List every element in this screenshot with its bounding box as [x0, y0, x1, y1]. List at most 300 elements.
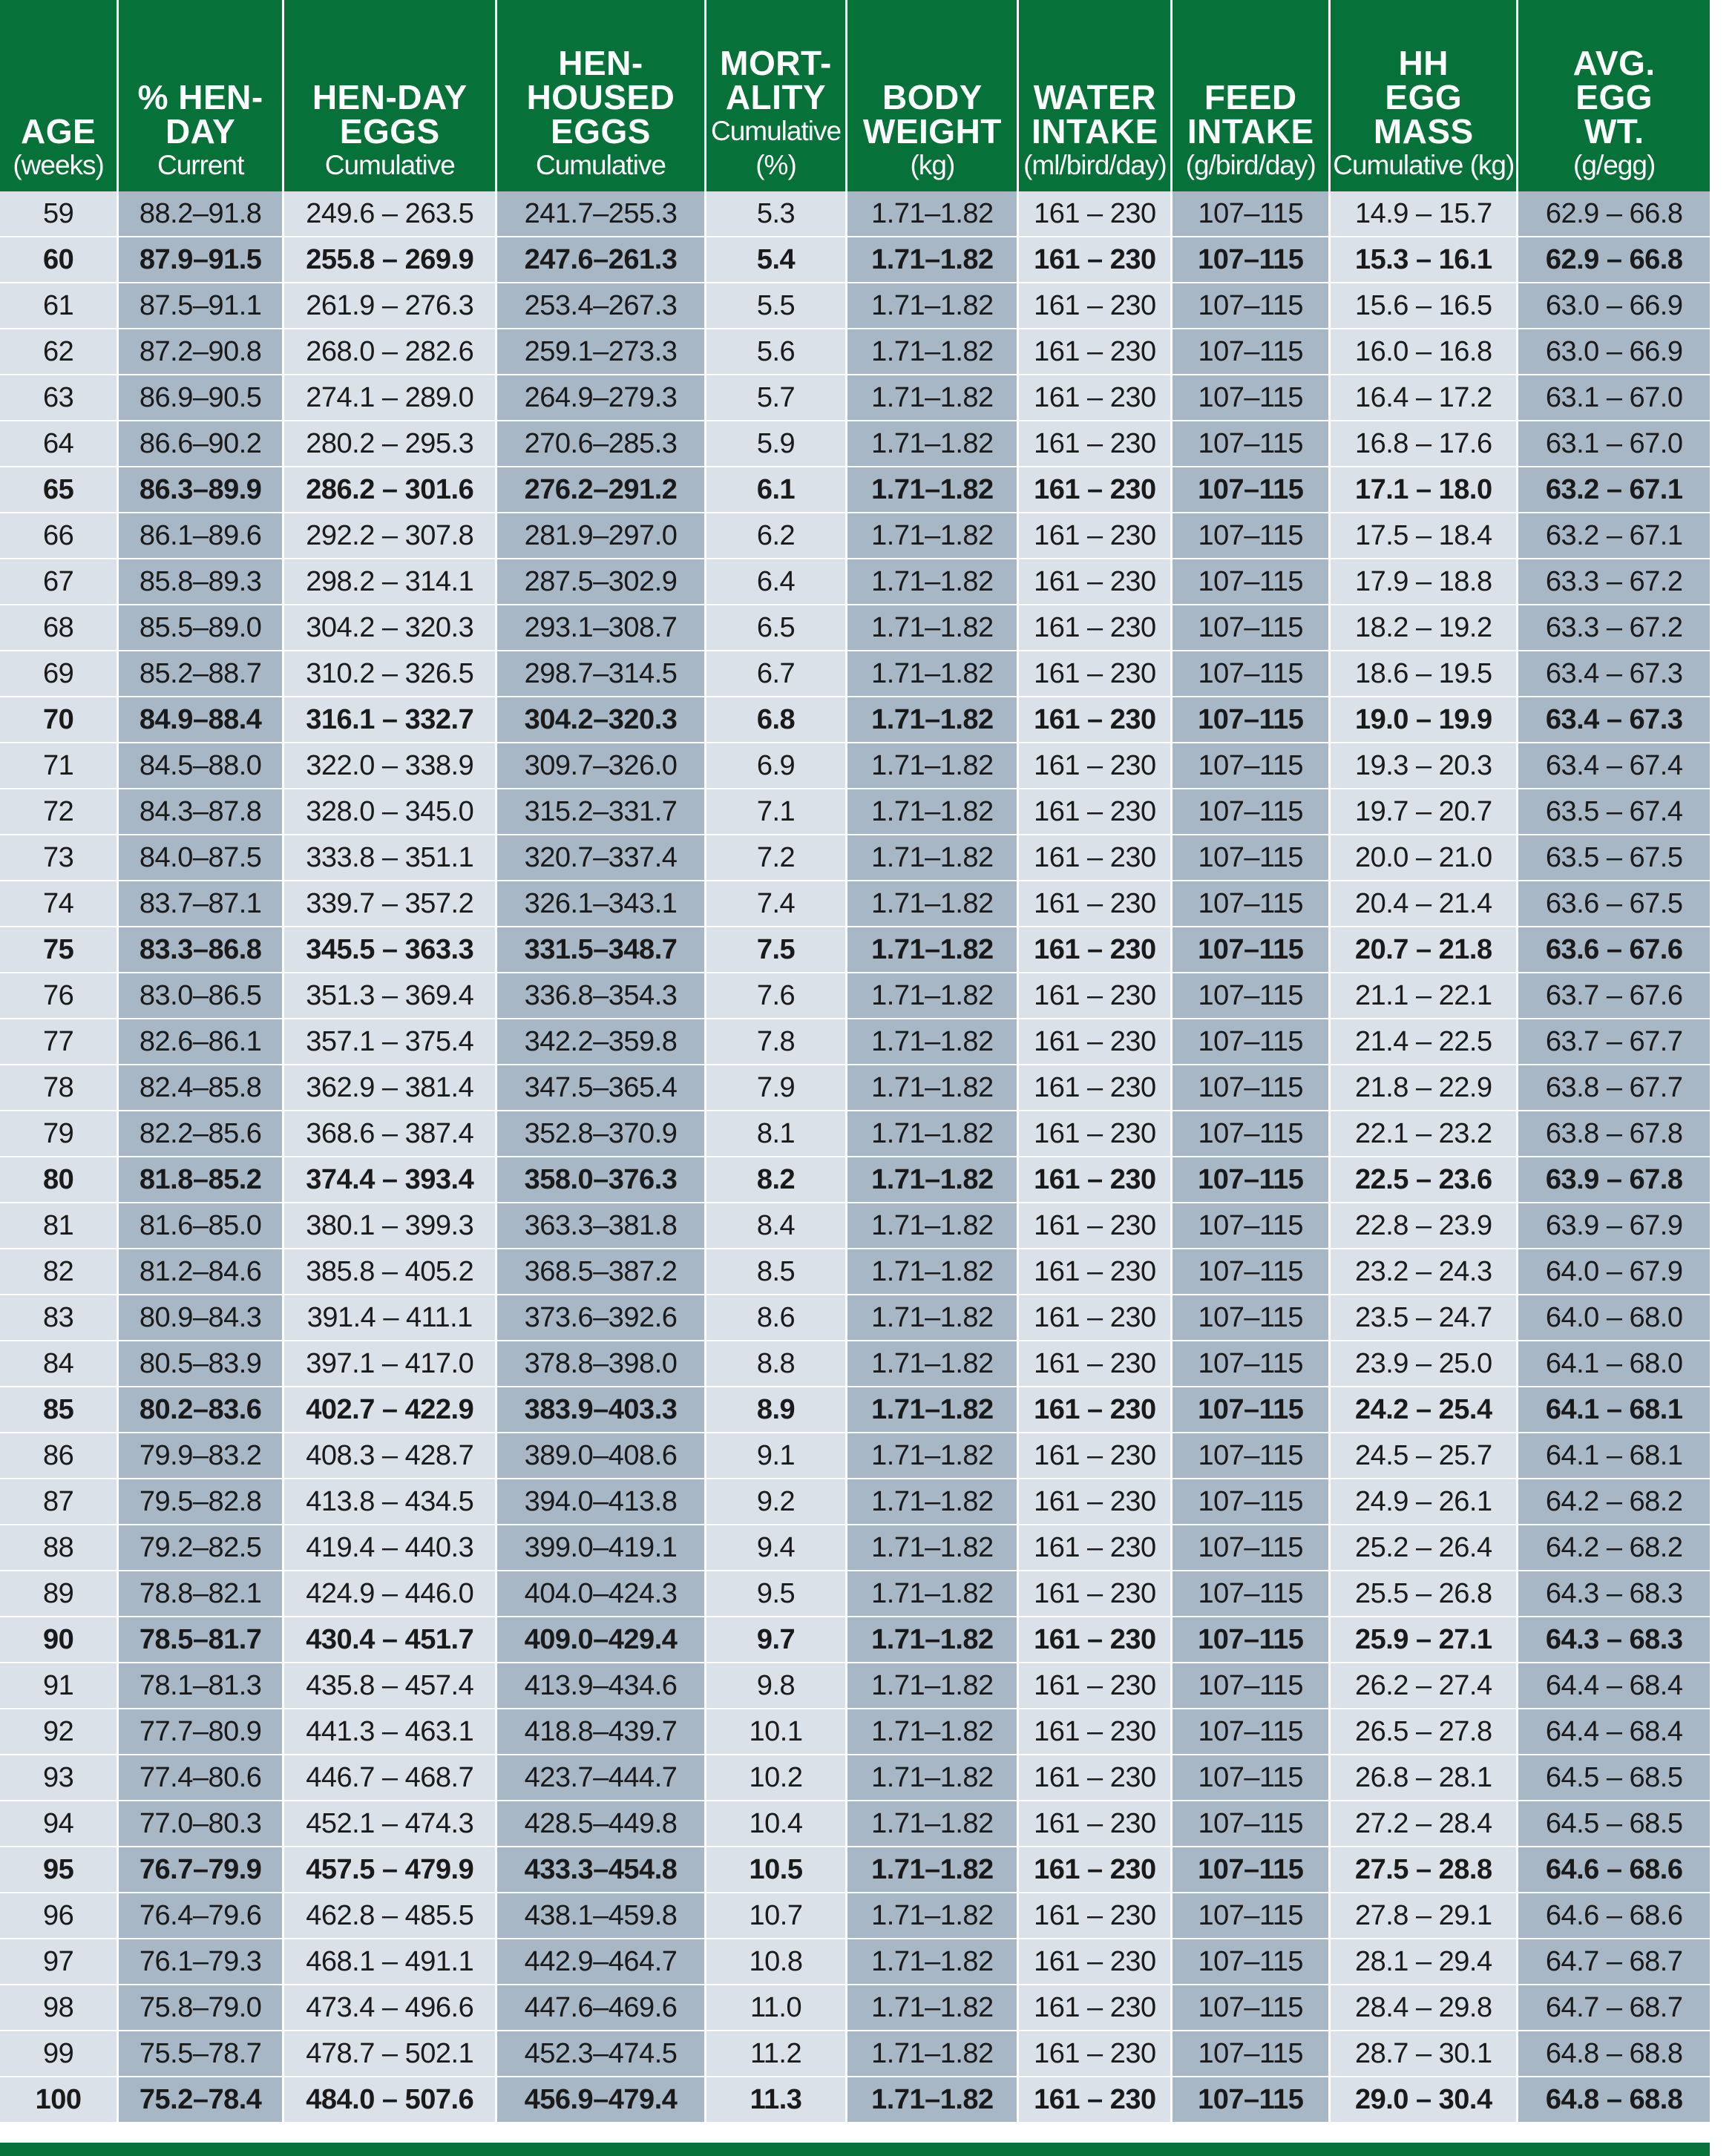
cell-hen-housed-eggs: 378.8–398.0 [496, 1341, 705, 1387]
cell-hen-day-eggs: 419.4 – 440.3 [283, 1525, 496, 1571]
cell-body-weight: 1.71–1.82 [847, 1847, 1018, 1893]
cell-pct-hen-day: 82.4–85.8 [118, 1065, 283, 1111]
cell-body-weight: 1.71–1.82 [847, 1571, 1018, 1617]
cell-hen-housed-eggs: 287.5–302.9 [496, 559, 705, 605]
cell-water-intake: 161 – 230 [1018, 1433, 1172, 1479]
cell-mortality: 8.4 [705, 1203, 847, 1249]
cell-hen-day-eggs: 316.1 – 332.7 [283, 697, 496, 743]
cell-feed-intake: 107–115 [1172, 1387, 1330, 1433]
cell-age: 72 [0, 789, 118, 835]
cell-water-intake: 161 – 230 [1018, 789, 1172, 835]
cell-feed-intake: 107–115 [1172, 1019, 1330, 1065]
header-title-line: EGG [1385, 78, 1463, 116]
cell-age: 73 [0, 835, 118, 881]
cell-age: 82 [0, 1249, 118, 1295]
cell-hen-day-eggs: 457.5 – 479.9 [283, 1847, 496, 1893]
cell-water-intake: 161 – 230 [1018, 697, 1172, 743]
cell-hen-housed-eggs: 320.7–337.4 [496, 835, 705, 881]
cell-age: 92 [0, 1709, 118, 1755]
cell-hen-day-eggs: 249.6 – 263.5 [283, 191, 496, 237]
cell-hh-egg-mass: 26.2 – 27.4 [1330, 1663, 1518, 1709]
cell-water-intake: 161 – 230 [1018, 237, 1172, 283]
cell-hh-egg-mass: 24.9 – 26.1 [1330, 1479, 1518, 1525]
cell-hen-housed-eggs: 373.6–392.6 [496, 1295, 705, 1341]
cell-avg-egg-weight: 63.7 – 67.7 [1518, 1019, 1710, 1065]
cell-avg-egg-weight: 63.2 – 67.1 [1518, 467, 1710, 513]
cell-hh-egg-mass: 16.0 – 16.8 [1330, 329, 1518, 375]
cell-pct-hen-day: 87.2–90.8 [118, 329, 283, 375]
cell-hh-egg-mass: 28.4 – 29.8 [1330, 1985, 1518, 2031]
cell-hen-day-eggs: 391.4 – 411.1 [283, 1295, 496, 1341]
cell-hen-day-eggs: 310.2 – 326.5 [283, 651, 496, 697]
cell-hen-housed-eggs: 315.2–331.7 [496, 789, 705, 835]
cell-hh-egg-mass: 20.0 – 21.0 [1330, 835, 1518, 881]
cell-pct-hen-day: 75.2–78.4 [118, 2077, 283, 2123]
cell-body-weight: 1.71–1.82 [847, 283, 1018, 329]
cell-mortality: 5.6 [705, 329, 847, 375]
cell-pct-hen-day: 84.0–87.5 [118, 835, 283, 881]
cell-hen-housed-eggs: 241.7–255.3 [496, 191, 705, 237]
cell-hen-housed-eggs: 413.9–434.6 [496, 1663, 705, 1709]
cell-age: 64 [0, 421, 118, 467]
cell-water-intake: 161 – 230 [1018, 1157, 1172, 1203]
header-water-intake [1018, 0, 1172, 191]
cell-avg-egg-weight: 64.1 – 68.1 [1518, 1433, 1710, 1479]
cell-feed-intake: 107–115 [1172, 743, 1330, 789]
cell-feed-intake: 107–115 [1172, 1847, 1330, 1893]
cell-body-weight: 1.71–1.82 [847, 1203, 1018, 1249]
cell-hen-day-eggs: 357.1 – 375.4 [283, 1019, 496, 1065]
cell-hh-egg-mass: 17.5 – 18.4 [1330, 513, 1518, 559]
cell-body-weight: 1.71–1.82 [847, 835, 1018, 881]
cell-feed-intake: 107–115 [1172, 1939, 1330, 1985]
cell-hen-day-eggs: 397.1 – 417.0 [283, 1341, 496, 1387]
cell-feed-intake: 107–115 [1172, 1663, 1330, 1709]
cell-body-weight: 1.71–1.82 [847, 651, 1018, 697]
cell-pct-hen-day: 85.2–88.7 [118, 651, 283, 697]
table-row [0, 1065, 1710, 1111]
cell-water-intake: 161 – 230 [1018, 1985, 1172, 2031]
cell-age: 78 [0, 1065, 118, 1111]
cell-water-intake: 161 – 230 [1018, 1847, 1172, 1893]
table-row [0, 467, 1710, 513]
table-row [0, 1801, 1710, 1847]
cell-water-intake: 161 – 230 [1018, 1525, 1172, 1571]
cell-hh-egg-mass: 18.6 – 19.5 [1330, 651, 1518, 697]
cell-water-intake: 161 – 230 [1018, 1111, 1172, 1157]
cell-avg-egg-weight: 64.4 – 68.4 [1518, 1709, 1710, 1755]
cell-pct-hen-day: 85.8–89.3 [118, 559, 283, 605]
cell-body-weight: 1.71–1.82 [847, 743, 1018, 789]
cell-hh-egg-mass: 20.4 – 21.4 [1330, 881, 1518, 927]
cell-mortality: 7.6 [705, 973, 847, 1019]
cell-hen-day-eggs: 424.9 – 446.0 [283, 1571, 496, 1617]
cell-water-intake: 161 – 230 [1018, 743, 1172, 789]
cell-mortality: 6.9 [705, 743, 847, 789]
cell-body-weight: 1.71–1.82 [847, 191, 1018, 237]
cell-feed-intake: 107–115 [1172, 329, 1330, 375]
cell-hen-housed-eggs: 409.0–429.4 [496, 1617, 705, 1663]
cell-hh-egg-mass: 25.5 – 26.8 [1330, 1571, 1518, 1617]
table-row [0, 1019, 1710, 1065]
header-avg-egg-weight [1518, 0, 1710, 191]
cell-body-weight: 1.71–1.82 [847, 1157, 1018, 1203]
cell-hen-housed-eggs: 247.6–261.3 [496, 237, 705, 283]
cell-feed-intake: 107–115 [1172, 1249, 1330, 1295]
table-row [0, 1847, 1710, 1893]
cell-body-weight: 1.71–1.82 [847, 2077, 1018, 2123]
header-title-line: WEIGHT [862, 112, 1002, 151]
cell-avg-egg-weight: 64.6 – 68.6 [1518, 1847, 1710, 1893]
cell-mortality: 7.9 [705, 1065, 847, 1111]
cell-mortality: 6.2 [705, 513, 847, 559]
cell-mortality: 6.4 [705, 559, 847, 605]
cell-pct-hen-day: 78.5–81.7 [118, 1617, 283, 1663]
cell-hh-egg-mass: 23.5 – 24.7 [1330, 1295, 1518, 1341]
cell-hen-day-eggs: 468.1 – 491.1 [283, 1939, 496, 1985]
cell-pct-hen-day: 77.0–80.3 [118, 1801, 283, 1847]
table-row [0, 191, 1710, 237]
cell-hen-day-eggs: 339.7 – 357.2 [283, 881, 496, 927]
cell-hen-day-eggs: 345.5 – 363.3 [283, 927, 496, 973]
header-body-weight [847, 0, 1018, 191]
cell-body-weight: 1.71–1.82 [847, 329, 1018, 375]
cell-hen-housed-eggs: 363.3–381.8 [496, 1203, 705, 1249]
cell-hen-housed-eggs: 281.9–297.0 [496, 513, 705, 559]
cell-avg-egg-weight: 64.2 – 68.2 [1518, 1525, 1710, 1571]
cell-water-intake: 161 – 230 [1018, 559, 1172, 605]
cell-age: 69 [0, 651, 118, 697]
cell-avg-egg-weight: 64.5 – 68.5 [1518, 1801, 1710, 1847]
cell-hh-egg-mass: 21.8 – 22.9 [1330, 1065, 1518, 1111]
header-age [0, 0, 118, 191]
cell-hh-egg-mass: 23.2 – 24.3 [1330, 1249, 1518, 1295]
header-title-line: BODY [882, 78, 983, 116]
cell-water-intake: 161 – 230 [1018, 973, 1172, 1019]
cell-hen-housed-eggs: 347.5–365.4 [496, 1065, 705, 1111]
table-row [0, 1571, 1710, 1617]
table-row [0, 605, 1710, 651]
cell-pct-hen-day: 76.1–79.3 [118, 1939, 283, 1985]
cell-feed-intake: 107–115 [1172, 697, 1330, 743]
cell-mortality: 5.5 [705, 283, 847, 329]
header-hen-day-eggs [283, 0, 496, 191]
cell-hh-egg-mass: 26.5 – 27.8 [1330, 1709, 1518, 1755]
cell-hh-egg-mass: 21.4 – 22.5 [1330, 1019, 1518, 1065]
cell-feed-intake: 107–115 [1172, 1111, 1330, 1157]
cell-body-weight: 1.71–1.82 [847, 2031, 1018, 2077]
cell-hen-day-eggs: 473.4 – 496.6 [283, 1985, 496, 2031]
cell-hen-day-eggs: 362.9 – 381.4 [283, 1065, 496, 1111]
cell-feed-intake: 107–115 [1172, 1203, 1330, 1249]
cell-feed-intake: 107–115 [1172, 881, 1330, 927]
table-row [0, 789, 1710, 835]
cell-avg-egg-weight: 64.3 – 68.3 [1518, 1617, 1710, 1663]
cell-body-weight: 1.71–1.82 [847, 1709, 1018, 1755]
cell-pct-hen-day: 78.8–82.1 [118, 1571, 283, 1617]
cell-mortality: 8.1 [705, 1111, 847, 1157]
cell-hen-housed-eggs: 264.9–279.3 [496, 375, 705, 421]
cell-mortality: 9.8 [705, 1663, 847, 1709]
header-title-line: % HEN- [137, 78, 263, 116]
cell-pct-hen-day: 75.5–78.7 [118, 2031, 283, 2077]
cell-water-intake: 161 – 230 [1018, 467, 1172, 513]
cell-body-weight: 1.71–1.82 [847, 1433, 1018, 1479]
cell-water-intake: 161 – 230 [1018, 2077, 1172, 2123]
cell-hen-day-eggs: 298.2 – 314.1 [283, 559, 496, 605]
table-row [0, 1985, 1710, 2031]
cell-feed-intake: 107–115 [1172, 1157, 1330, 1203]
cell-hen-housed-eggs: 452.3–474.5 [496, 2031, 705, 2077]
cell-pct-hen-day: 86.1–89.6 [118, 513, 283, 559]
cell-mortality: 6.7 [705, 651, 847, 697]
cell-hen-day-eggs: 478.7 – 502.1 [283, 2031, 496, 2077]
cell-mortality: 11.3 [705, 2077, 847, 2123]
cell-mortality: 10.8 [705, 1939, 847, 1985]
cell-hen-day-eggs: 368.6 – 387.4 [283, 1111, 496, 1157]
cell-hh-egg-mass: 27.5 – 28.8 [1330, 1847, 1518, 1893]
cell-water-intake: 161 – 230 [1018, 1571, 1172, 1617]
cell-water-intake: 161 – 230 [1018, 1939, 1172, 1985]
bottom-band [0, 2143, 1710, 2156]
cell-age: 96 [0, 1893, 118, 1939]
cell-body-weight: 1.71–1.82 [847, 1801, 1018, 1847]
cell-hen-day-eggs: 413.8 – 434.5 [283, 1479, 496, 1525]
cell-mortality: 7.2 [705, 835, 847, 881]
header-title-line: DAY [165, 112, 236, 151]
cell-age: 87 [0, 1479, 118, 1525]
cell-mortality: 11.0 [705, 1985, 847, 2031]
cell-hen-day-eggs: 322.0 – 338.9 [283, 743, 496, 789]
cell-body-weight: 1.71–1.82 [847, 1249, 1018, 1295]
cell-body-weight: 1.71–1.82 [847, 421, 1018, 467]
cell-age: 88 [0, 1525, 118, 1571]
cell-mortality: 8.2 [705, 1157, 847, 1203]
header-mortality [705, 0, 847, 191]
cell-hen-housed-eggs: 342.2–359.8 [496, 1019, 705, 1065]
cell-hh-egg-mass: 25.2 – 26.4 [1330, 1525, 1518, 1571]
header-subtitle: Cumulative [324, 150, 455, 180]
cell-pct-hen-day: 76.7–79.9 [118, 1847, 283, 1893]
cell-hh-egg-mass: 15.3 – 16.1 [1330, 237, 1518, 283]
header-title-line: MORT- [720, 44, 832, 82]
cell-age: 70 [0, 697, 118, 743]
cell-hh-egg-mass: 16.4 – 17.2 [1330, 375, 1518, 421]
header-title-line: EGGS [551, 112, 651, 151]
cell-feed-intake: 107–115 [1172, 283, 1330, 329]
table-row [0, 1939, 1710, 1985]
table-row [0, 743, 1710, 789]
cell-hen-housed-eggs: 438.1–459.8 [496, 1893, 705, 1939]
cell-age: 60 [0, 237, 118, 283]
cell-hen-day-eggs: 385.8 – 405.2 [283, 1249, 496, 1295]
cell-body-weight: 1.71–1.82 [847, 881, 1018, 927]
table-row [0, 973, 1710, 1019]
cell-pct-hen-day: 80.5–83.9 [118, 1341, 283, 1387]
cell-feed-intake: 107–115 [1172, 835, 1330, 881]
cell-hh-egg-mass: 19.0 – 19.9 [1330, 697, 1518, 743]
cell-pct-hen-day: 84.9–88.4 [118, 697, 283, 743]
cell-body-weight: 1.71–1.82 [847, 237, 1018, 283]
table-row [0, 1203, 1710, 1249]
header-title-line: EGG [1575, 78, 1653, 116]
cell-hen-day-eggs: 484.0 – 507.6 [283, 2077, 496, 2123]
cell-avg-egg-weight: 64.8 – 68.8 [1518, 2077, 1710, 2123]
cell-age: 84 [0, 1341, 118, 1387]
cell-avg-egg-weight: 63.6 – 67.6 [1518, 927, 1710, 973]
table-row [0, 513, 1710, 559]
cell-feed-intake: 107–115 [1172, 421, 1330, 467]
cell-mortality: 8.6 [705, 1295, 847, 1341]
cell-hh-egg-mass: 28.1 – 29.4 [1330, 1939, 1518, 1985]
cell-water-intake: 161 – 230 [1018, 329, 1172, 375]
cell-mortality: 9.7 [705, 1617, 847, 1663]
table-row [0, 283, 1710, 329]
cell-age: 81 [0, 1203, 118, 1249]
cell-water-intake: 161 – 230 [1018, 1341, 1172, 1387]
cell-hh-egg-mass: 19.3 – 20.3 [1330, 743, 1518, 789]
cell-hen-day-eggs: 304.2 – 320.3 [283, 605, 496, 651]
cell-hen-housed-eggs: 394.0–413.8 [496, 1479, 705, 1525]
cell-age: 65 [0, 467, 118, 513]
cell-body-weight: 1.71–1.82 [847, 1019, 1018, 1065]
cell-water-intake: 161 – 230 [1018, 283, 1172, 329]
cell-hh-egg-mass: 24.2 – 25.4 [1330, 1387, 1518, 1433]
cell-body-weight: 1.71–1.82 [847, 1065, 1018, 1111]
cell-hh-egg-mass: 16.8 – 17.6 [1330, 421, 1518, 467]
cell-hen-day-eggs: 435.8 – 457.4 [283, 1663, 496, 1709]
cell-hen-day-eggs: 441.3 – 463.1 [283, 1709, 496, 1755]
cell-body-weight: 1.71–1.82 [847, 1663, 1018, 1709]
cell-hen-day-eggs: 286.2 – 301.6 [283, 467, 496, 513]
cell-hh-egg-mass: 25.9 – 27.1 [1330, 1617, 1518, 1663]
cell-hen-housed-eggs: 456.9–479.4 [496, 2077, 705, 2123]
cell-mortality: 10.2 [705, 1755, 847, 1801]
header-title-line: FEED [1204, 78, 1297, 116]
header-subtitle: Cumulative (kg) [1333, 150, 1515, 180]
cell-mortality: 9.5 [705, 1571, 847, 1617]
cell-hen-housed-eggs: 383.9–403.3 [496, 1387, 705, 1433]
table-row [0, 375, 1710, 421]
cell-age: 77 [0, 1019, 118, 1065]
header-row [0, 0, 1710, 191]
cell-avg-egg-weight: 63.4 – 67.3 [1518, 697, 1710, 743]
cell-mortality: 9.2 [705, 1479, 847, 1525]
cell-mortality: 9.1 [705, 1433, 847, 1479]
header-subtitle: (g/egg) [1573, 150, 1656, 180]
cell-hen-day-eggs: 268.0 – 282.6 [283, 329, 496, 375]
cell-hen-housed-eggs: 309.7–326.0 [496, 743, 705, 789]
cell-pct-hen-day: 87.9–91.5 [118, 237, 283, 283]
cell-avg-egg-weight: 64.5 – 68.5 [1518, 1755, 1710, 1801]
header-subtitle: (kg) [910, 150, 955, 180]
cell-hen-housed-eggs: 253.4–267.3 [496, 283, 705, 329]
cell-hen-housed-eggs: 331.5–348.7 [496, 927, 705, 973]
table-row [0, 1709, 1710, 1755]
cell-mortality: 6.5 [705, 605, 847, 651]
cell-body-weight: 1.71–1.82 [847, 1525, 1018, 1571]
cell-water-intake: 161 – 230 [1018, 1801, 1172, 1847]
cell-water-intake: 161 – 230 [1018, 1387, 1172, 1433]
cell-hen-day-eggs: 255.8 – 269.9 [283, 237, 496, 283]
cell-avg-egg-weight: 63.6 – 67.5 [1518, 881, 1710, 927]
cell-water-intake: 161 – 230 [1018, 191, 1172, 237]
cell-hen-housed-eggs: 389.0–408.6 [496, 1433, 705, 1479]
cell-age: 62 [0, 329, 118, 375]
cell-body-weight: 1.71–1.82 [847, 605, 1018, 651]
cell-avg-egg-weight: 64.6 – 68.6 [1518, 1893, 1710, 1939]
cell-feed-intake: 107–115 [1172, 2077, 1330, 2123]
cell-mortality: 5.7 [705, 375, 847, 421]
cell-water-intake: 161 – 230 [1018, 1755, 1172, 1801]
cell-hh-egg-mass: 17.9 – 18.8 [1330, 559, 1518, 605]
cell-pct-hen-day: 84.3–87.8 [118, 789, 283, 835]
cell-mortality: 7.8 [705, 1019, 847, 1065]
cell-water-intake: 161 – 230 [1018, 927, 1172, 973]
cell-feed-intake: 107–115 [1172, 375, 1330, 421]
cell-age: 95 [0, 1847, 118, 1893]
cell-mortality: 10.5 [705, 1847, 847, 1893]
table-row [0, 697, 1710, 743]
cell-feed-intake: 107–115 [1172, 1755, 1330, 1801]
header-subtitle: Current [157, 150, 244, 180]
cell-mortality: 5.3 [705, 191, 847, 237]
cell-water-intake: 161 – 230 [1018, 1065, 1172, 1111]
cell-pct-hen-day: 86.3–89.9 [118, 467, 283, 513]
table-row [0, 2077, 1710, 2123]
cell-hh-egg-mass: 15.6 – 16.5 [1330, 283, 1518, 329]
header-title-line: AVG. [1572, 44, 1656, 82]
cell-body-weight: 1.71–1.82 [847, 375, 1018, 421]
header-hen-housed-eggs [496, 0, 705, 191]
header-title-line: ALITY [725, 78, 827, 116]
table-row [0, 1295, 1710, 1341]
cell-hen-housed-eggs: 447.6–469.6 [496, 1985, 705, 2031]
table-row [0, 329, 1710, 375]
cell-age: 79 [0, 1111, 118, 1157]
header-title-line: INTAKE [1031, 112, 1158, 151]
header-title-line: AGE [21, 112, 96, 151]
cell-water-intake: 161 – 230 [1018, 1019, 1172, 1065]
header-title-line: HOUSED [526, 78, 675, 116]
cell-hen-day-eggs: 452.1 – 474.3 [283, 1801, 496, 1847]
cell-mortality: 11.2 [705, 2031, 847, 2077]
cell-feed-intake: 107–115 [1172, 605, 1330, 651]
cell-pct-hen-day: 83.3–86.8 [118, 927, 283, 973]
table-row [0, 2031, 1710, 2077]
cell-mortality: 6.8 [705, 697, 847, 743]
header-title-line: EGGS [339, 112, 440, 151]
table-row [0, 835, 1710, 881]
cell-hen-day-eggs: 446.7 – 468.7 [283, 1755, 496, 1801]
cell-pct-hen-day: 82.2–85.6 [118, 1111, 283, 1157]
cell-feed-intake: 107–115 [1172, 1893, 1330, 1939]
cell-feed-intake: 107–115 [1172, 973, 1330, 1019]
cell-feed-intake: 107–115 [1172, 1801, 1330, 1847]
cell-avg-egg-weight: 64.2 – 68.2 [1518, 1479, 1710, 1525]
cell-body-weight: 1.71–1.82 [847, 559, 1018, 605]
cell-age: 74 [0, 881, 118, 927]
table-header [0, 0, 1710, 191]
cell-avg-egg-weight: 63.4 – 67.4 [1518, 743, 1710, 789]
cell-age: 80 [0, 1157, 118, 1203]
cell-feed-intake: 107–115 [1172, 1433, 1330, 1479]
cell-pct-hen-day: 84.5–88.0 [118, 743, 283, 789]
cell-feed-intake: 107–115 [1172, 559, 1330, 605]
header-subtitle: Cumulative [710, 116, 842, 146]
header-subtitle: (weeks) [13, 150, 104, 180]
cell-hen-housed-eggs: 433.3–454.8 [496, 1847, 705, 1893]
